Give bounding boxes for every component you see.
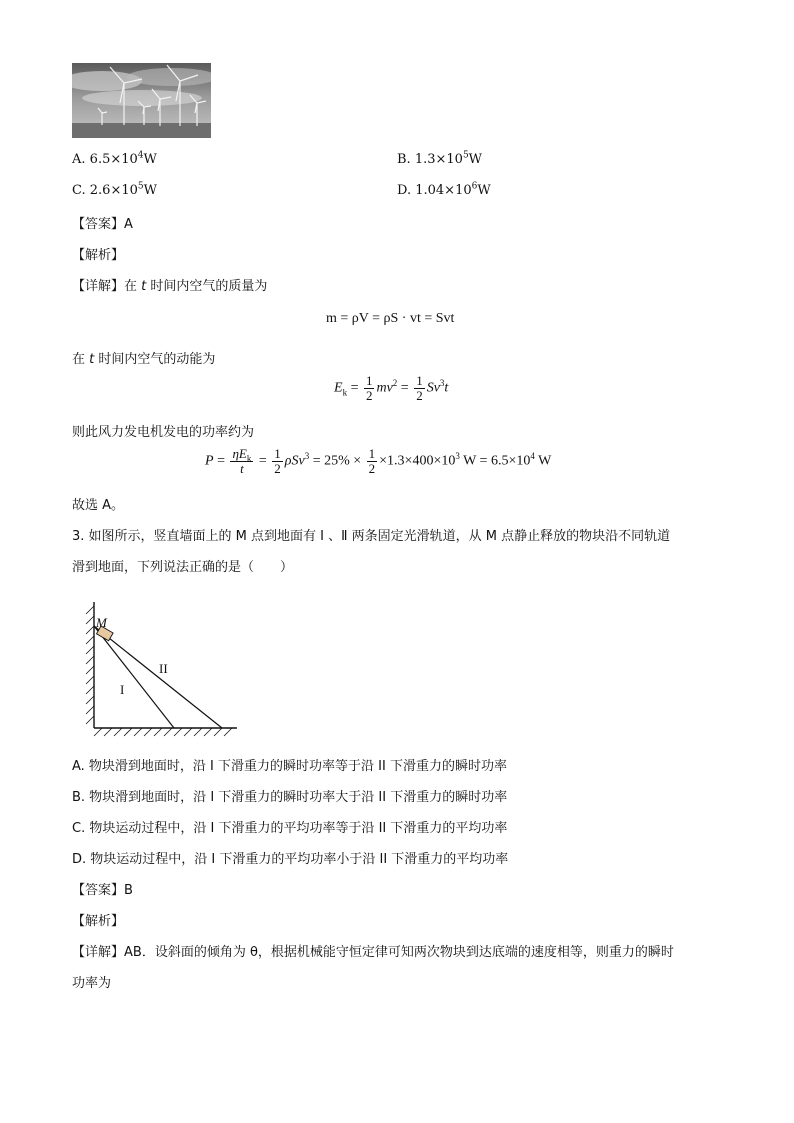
answer-line: 【答案】A: [72, 217, 133, 232]
option-d: D. $1.04\times 10^6W$: [397, 181, 491, 198]
option-a: A. $6.5\times 10^4W$: [72, 150, 157, 167]
q3-answer-line: 【答案】B: [72, 883, 133, 898]
q3-detail-line-1: 【详解】AB．设斜面的倾角为 θ，根据机械能守恒定律可知两次物块到达底端的速度相等，则重力的瞬时: [72, 945, 674, 960]
option-b: B. $1.3\times 10^5W$: [397, 150, 483, 167]
q3-stem-line-2: 滑到地面，下列说法正确的是（ ）: [72, 560, 294, 575]
equation-power: P = $\frac{\eta E_k}{t}$ = $\frac{1}{2}$ ρSv$^3$ = 25% × $\frac{1}{2}$ $\times 1.3\times 400\times 10^3$ $W = 6.5\times 10^4$ W: [205, 446, 552, 476]
conclusion: 故选 A。: [72, 498, 125, 513]
equation-kinetic-energy: $E_k$ = $\frac{1}{2}$ $mv^2$ = $\frac{1}{2}$ Sv$^3$t: [334, 373, 449, 403]
option-c: C. $2.6\times 10^5W$: [72, 181, 157, 198]
q3-analysis-label: 【解析】: [72, 914, 125, 929]
label-track-2: II: [159, 661, 168, 676]
equation-mass: m = ρV = ρS · vt = Svt: [326, 311, 455, 326]
detail-line-3: 则此风力发电机发电的功率约为: [72, 425, 255, 440]
q3-option-b: B. 物块滑到地面时，沿 I 下滑重力的瞬时功率大于沿 II 下滑重力的瞬时功率: [72, 790, 508, 805]
q3-option-c: C. 物块运动过程中，沿 I 下滑重力的平均功率等于沿 II 下滑重力的平均功率: [72, 821, 508, 836]
wind-turbine-photo: [72, 63, 211, 138]
q3-detail-line-2: 功率为: [72, 976, 112, 991]
detail-line-1: 【详解】在 t 时间内空气的质量为: [72, 279, 268, 294]
q3-stem-line-1: 3. 如图所示，竖直墙面上的 M 点到地面有 Ⅰ 、Ⅱ 两条固定光滑轨道，从 M 点静止释放的物块沿不同轨道: [72, 529, 671, 544]
q3-option-a: A. 物块滑到地面时，沿 I 下滑重力的瞬时功率等于沿 II 下滑重力的瞬时功率: [72, 759, 507, 774]
analysis-label: 【解析】: [72, 248, 125, 263]
q3-option-d: D. 物块运动过程中，沿 I 下滑重力的平均功率小于沿 II 下滑重力的平均功率: [72, 852, 509, 867]
label-point-m: M: [96, 615, 107, 630]
detail-line-2: 在 t 时间内空气的动能为: [72, 352, 216, 367]
label-track-1: I: [120, 682, 125, 697]
incline-diagram: [82, 596, 242, 738]
